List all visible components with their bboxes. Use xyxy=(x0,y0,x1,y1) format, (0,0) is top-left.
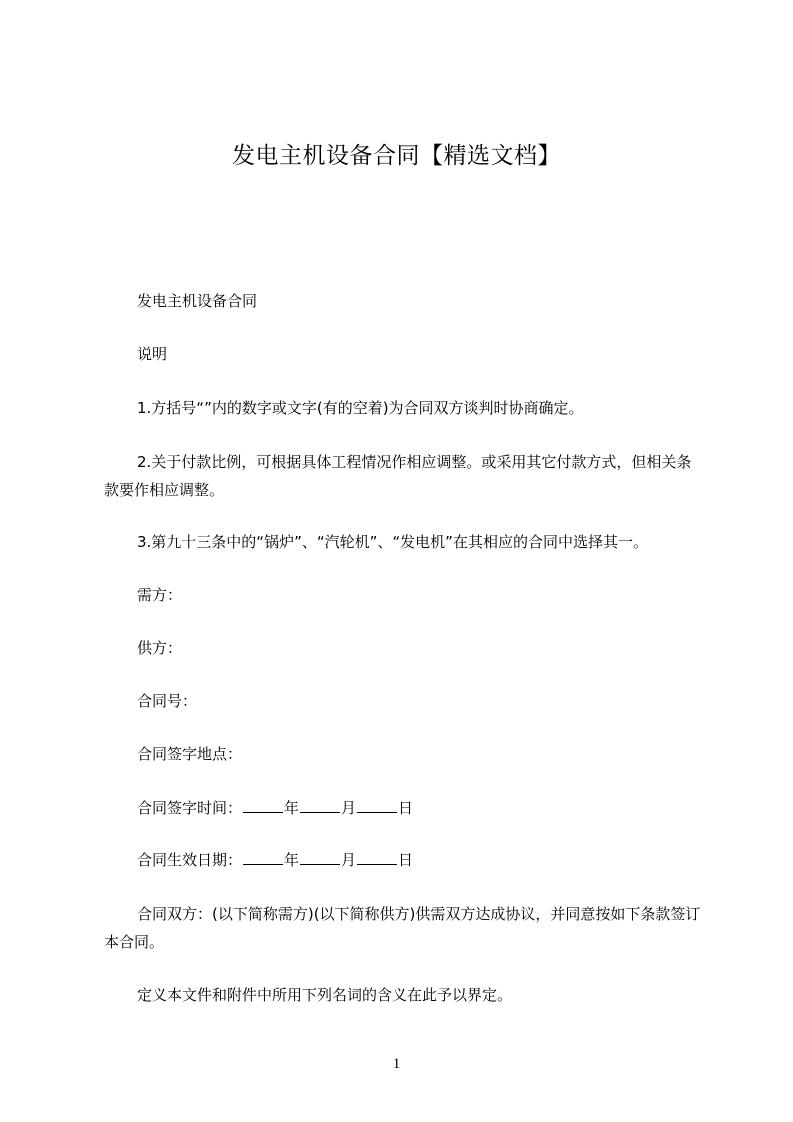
paragraph-note-1: 1.方括号“”内的数字或文字(有的空着)为合同双方谈判时协商确定。 xyxy=(137,399,584,417)
signing-month-label: 月 xyxy=(341,799,357,817)
effective-year-label: 年 xyxy=(284,851,300,869)
paragraph-note-2: 2.关于付款比例，可根据具体工程情况作相应调整。或采用其它付款方式，但相关条款要作相应调整。 xyxy=(104,453,692,499)
signing-day-label: 日 xyxy=(398,799,414,817)
effective-date-label: 合同生效日期： xyxy=(137,851,243,869)
document-title: 发电主机设备合同【精选文档】 xyxy=(232,143,561,169)
paragraph-note-3: 3.第九十三条中的“锅炉”、“汽轮机”、“发电机”在其相应的合同中选择其一。 xyxy=(137,533,648,551)
paragraph-definitions: 定义本文件和附件中所用下列名词的含义在此予以界定。 xyxy=(137,986,513,1004)
paragraph-contract-number: 合同号： xyxy=(137,692,198,710)
effective-month-blank xyxy=(300,848,340,865)
effective-month-label: 月 xyxy=(341,851,357,869)
signing-day-blank xyxy=(357,796,397,813)
paragraph-signing-time xyxy=(104,794,737,822)
effective-day-blank xyxy=(357,848,397,865)
effective-day-label: 日 xyxy=(398,851,414,869)
paragraph-buyer: 需方： xyxy=(137,586,183,604)
signing-year-blank xyxy=(243,796,283,813)
signing-month-blank xyxy=(300,796,340,813)
paragraph-signing-place: 合同签字地点： xyxy=(137,745,243,763)
paragraph-explanation-heading: 说明 xyxy=(137,345,168,363)
paragraph-supplier: 供方： xyxy=(137,639,183,657)
signing-time-label: 合同签字时间： xyxy=(137,799,243,817)
paragraph-parties: 合同双方：(以下简称需方)(以下简称供方)供需双方达成协议，并同意按如下条款签订本合同。 xyxy=(104,905,701,951)
signing-year-label: 年 xyxy=(284,799,300,817)
paragraph-contract-name: 发电主机设备合同 xyxy=(137,292,258,310)
paragraph-effective-date xyxy=(104,846,737,874)
effective-year-blank xyxy=(243,848,283,865)
page-number: 1 xyxy=(392,1056,401,1072)
